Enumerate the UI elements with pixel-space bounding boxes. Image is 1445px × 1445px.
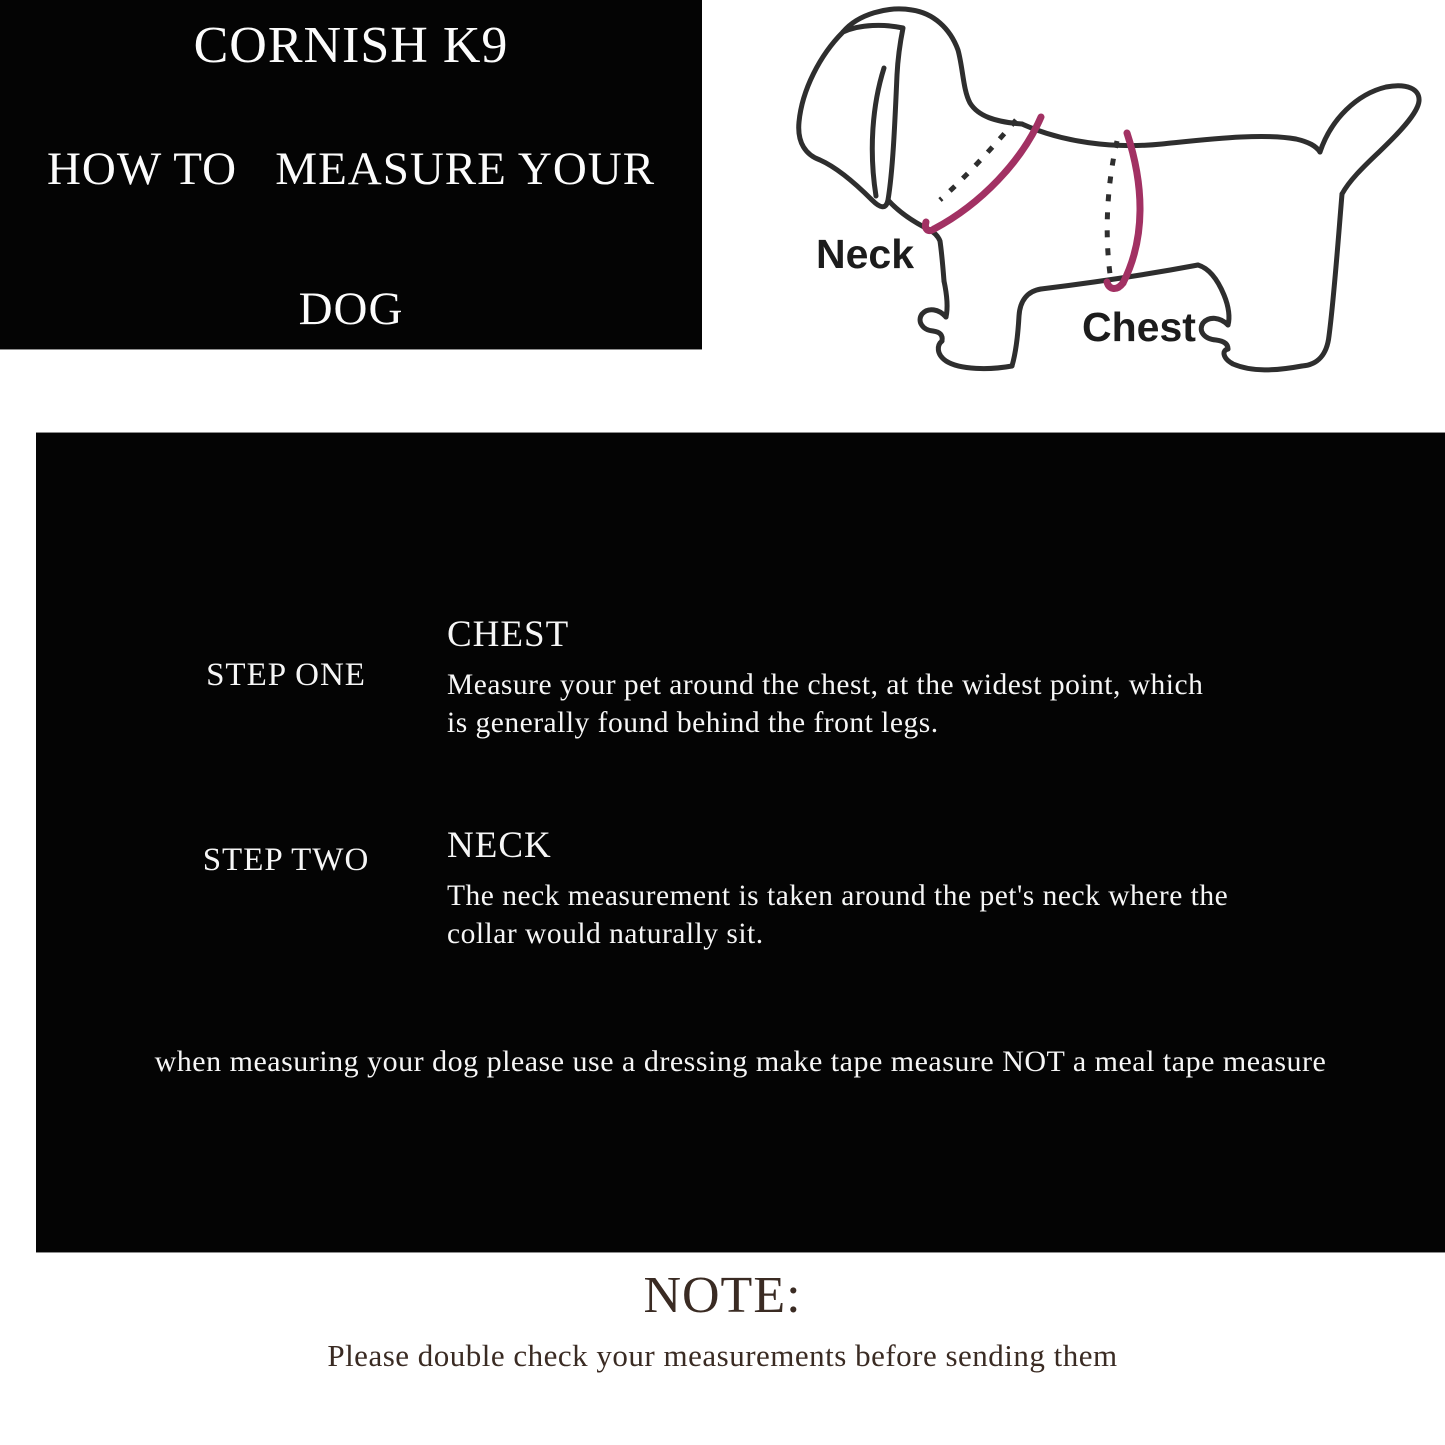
neck-body xyxy=(447,877,1228,953)
note-body: Please double check your measurements before sending them xyxy=(327,1338,1118,1373)
brand-title: CORNISH K9 xyxy=(193,17,509,74)
title-line-1: HOW TO MEASURE YOUR xyxy=(46,143,656,195)
step-one-label: STEP ONE xyxy=(206,657,366,693)
dog-measurement-diagram xyxy=(720,0,1445,400)
chest-instructions xyxy=(447,613,1203,742)
chest-body xyxy=(447,666,1203,742)
step-two-label: STEP TWO xyxy=(202,842,370,878)
chest-body-line-2: is generally found behind the front legs. xyxy=(447,707,939,739)
neck-label: Neck xyxy=(816,231,915,277)
title-line-2: DOG xyxy=(298,283,404,335)
neck-heading: NECK xyxy=(447,825,552,866)
chest-body-line-1: Measure your pet around the chest, at the widest point, which xyxy=(447,669,1204,701)
note-heading: NOTE: xyxy=(643,1267,802,1324)
chest-label: Chest xyxy=(1082,304,1196,350)
chest-heading: CHEST xyxy=(447,614,570,655)
tape-measure-footnote: when measuring your dog please use a dressing make tape measure NOT a meal tape measure xyxy=(154,1045,1327,1078)
title-box xyxy=(0,0,702,350)
chest-band xyxy=(1123,133,1140,283)
neck-body-line-1: The neck measurement is taken around the pet's neck where the xyxy=(447,880,1229,912)
neck-band xyxy=(934,117,1041,229)
neck-instructions xyxy=(447,824,1228,953)
steps-panel xyxy=(36,432,1445,1253)
neck-body-line-2: collar would naturally sit. xyxy=(447,918,764,950)
dog-diagram-svg xyxy=(720,0,1445,400)
